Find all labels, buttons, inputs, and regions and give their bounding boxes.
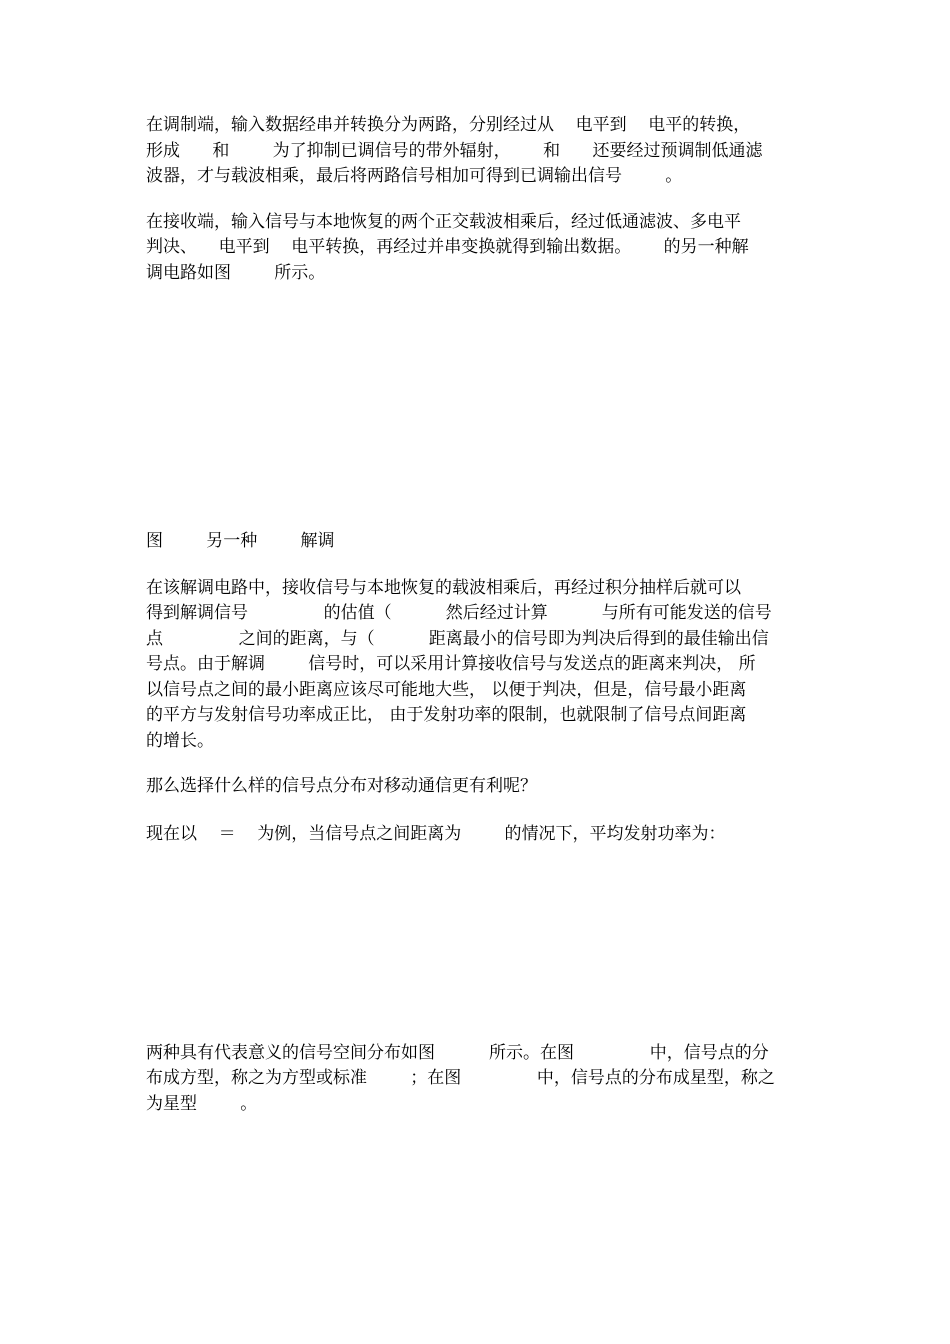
paragraph-6-line-1: 两种具有代表意义的信号空间分布如图 所示。在图 中，信号点的分	[146, 1043, 769, 1063]
paragraph-1-line-3: 波器，才与载波相乘，最后将两路信号相加可得到已调输出信号 。	[146, 166, 683, 186]
paragraph-3-line-4: 号点。由于解调 信号时，可以采用计算接收信号与发送点的距离来判决， 所	[146, 654, 756, 674]
paragraph-3-line-6: 的平方与发射信号功率成正比， 由于发射功率的限制，也就限制了信号点间距离	[146, 705, 747, 725]
paragraph-5: 现在以 ＝ 为例，当信号点之间距离为 的情况下，平均发射功率为：	[146, 824, 726, 844]
formula-placeholder	[146, 860, 806, 1030]
paragraph-2-line-2: 判决、 电平到 电平转换，再经过并串变换就得到输出数据。 的另一种解	[146, 237, 749, 257]
paragraph-1-line-1: 在调制端，输入数据经串并转换分为两路，分别经过从 电平到 电平的转换，	[146, 115, 751, 135]
paragraph-6-line-2: 布成方型，称之为方型或标准 ；在图 中，信号点的分布成星型，称之	[146, 1068, 775, 1088]
paragraph-2-line-1: 在接收端，输入信号与本地恢复的两个正交载波相乘后，经过低通滤波、多电平	[146, 212, 741, 232]
figure-1-caption: 图 另一种 解调	[146, 531, 335, 551]
paragraph-6-line-3: 为星型 。	[146, 1094, 258, 1114]
paragraph-3-line-2: 得到解调信号 的估值（ 然后经过计算 与所有可能发送的信号	[146, 603, 772, 623]
paragraph-4: 那么选择什么样的信号点分布对移动通信更有利呢？	[146, 776, 537, 796]
paragraph-3-line-5: 以信号点之间的最小距离应该尽可能地大些， 以便于判决，但是，信号最小距离	[146, 680, 747, 700]
figure-1-placeholder	[146, 300, 806, 520]
paragraph-3-line-3: 点 之间的距离，与（ 距离最小的信号即为判决后得到的最佳输出信	[146, 629, 769, 649]
paragraph-3-line-1: 在该解调电路中，接收信号与本地恢复的载波相乘后，再经过积分抽样后就可以	[146, 578, 741, 598]
paragraph-3-line-7: 的增长。	[146, 731, 214, 751]
paragraph-2-line-3: 调电路如图 所示。	[146, 263, 326, 283]
paragraph-1-line-2: 形成 和 为了抑制已调信号的带外辐射， 和 还要经过预调制低通滤	[146, 141, 763, 161]
